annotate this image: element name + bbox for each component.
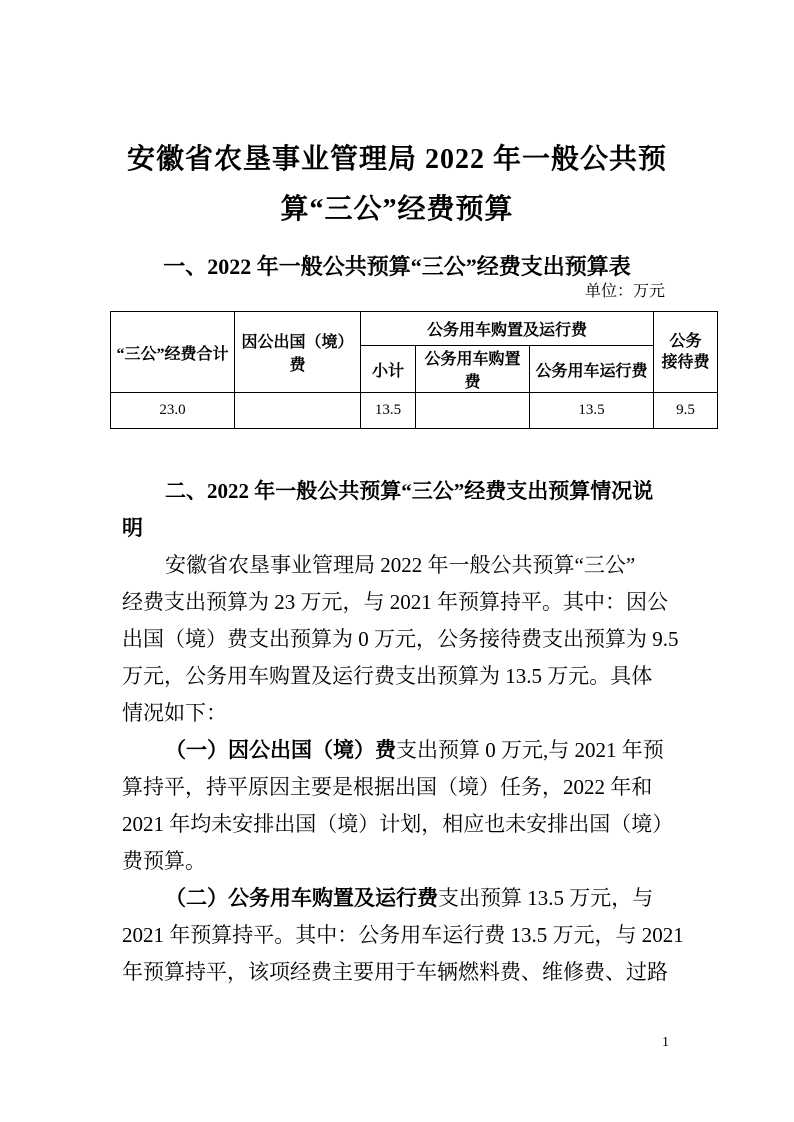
text-line: 2021 年均未安排出国（境）计划，相应也未安排出国（境） (122, 812, 674, 836)
value-cell-subtotal: 13.5 (361, 393, 416, 429)
text-line: 经费支出预算为 23 万元，与 2021 年预算持平。其中：因公 (122, 590, 668, 614)
body-text (122, 473, 684, 991)
header-cell-total: “三公”经费合计 (111, 312, 235, 393)
item1-lead: （一）因公出国（境）费 (165, 738, 396, 762)
text-line (122, 473, 678, 510)
text-line (122, 510, 678, 547)
text-line: （二）公务用车购置及运行费支出预算 13.5 万元，与 (165, 886, 654, 910)
text-line: 安徽省农垦事业管理局 2022 年一般公共预算“三公” (165, 553, 636, 577)
table-header-row-1 (111, 312, 718, 346)
text-line: 万元，公务用车购置及运行费支出预算为 13.5 万元。具体 (122, 664, 653, 688)
text-line: 出国（境）费支出预算为 0 万元，公务接待费支出预算为 9.5 (122, 627, 679, 651)
document-title-line1: 安徽省农垦事业管理局 2022 年一般公共预 (126, 144, 667, 175)
page-number: 1 (662, 1035, 669, 1050)
header-cell-reception (654, 312, 718, 393)
text-line: 费预算。 (122, 849, 206, 873)
text-line: 情况如下： (122, 701, 227, 725)
header-cell-operation: 公务用车运行费 (530, 346, 654, 393)
header-cell-reception-line1: 公务 (669, 333, 702, 350)
header-cell-purchase: 公务用车购置费 (416, 346, 530, 393)
document-title-line2: 算“三公”经费预算 (280, 194, 514, 225)
text-line: 2021 年预算持平。其中：公务用车运行费 13.5 万元，与 2021 (122, 923, 684, 947)
section1-heading: 一、2022 年一般公共预算“三公”经费支出预算表 (163, 254, 631, 279)
header-cell-subtotal: 小计 (361, 346, 416, 393)
value-cell-total: 23.0 (111, 393, 235, 429)
budget-table (110, 311, 718, 429)
text-line: 年预算持平，该项经费主要用于车辆燃料费、维修费、过路 (122, 960, 668, 984)
table-data-row (111, 393, 718, 429)
value-cell-reception: 9.5 (654, 393, 718, 429)
item2-lead: （二）公务用车购置及运行费 (165, 886, 438, 910)
section2-heading-part2: 明 (122, 516, 143, 540)
header-cell-vehicle-group: 公务用车购置及运行费 (361, 312, 654, 346)
value-cell-purchase (416, 393, 530, 429)
header-cell-reception-line2: 接待费 (661, 354, 710, 371)
unit-label: 单位：万元 (584, 283, 665, 300)
value-cell-operation: 13.5 (530, 393, 654, 429)
text-line: （一）因公出国（境）费支出预算 0 万元,与 2021 年预 (165, 738, 664, 762)
document-title (0, 135, 794, 235)
text-line: 算持平，持平原因主要是根据出国（境）任务，2022 年和 (122, 775, 653, 799)
value-cell-abroad (235, 393, 361, 429)
section2-heading-part1: 二、2022 年一般公共预算“三公”经费支出预算情况说 (165, 479, 654, 503)
header-cell-abroad: 因公出国（境）费 (235, 312, 361, 393)
